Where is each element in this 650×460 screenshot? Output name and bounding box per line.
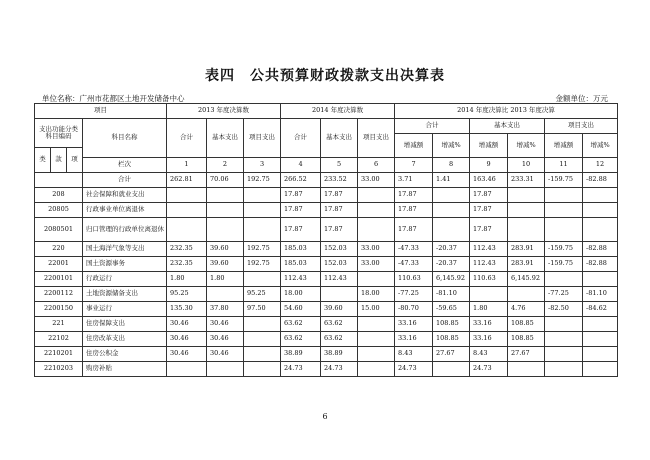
value-cell: 1.41 <box>433 173 470 188</box>
value-cell: 8.43 <box>395 347 433 362</box>
header-subject-name: 科目名称 <box>83 119 167 158</box>
table-row <box>35 362 618 377</box>
header-inc-pct: 增减% <box>583 134 618 158</box>
value-cell: 33.16 <box>395 317 433 332</box>
value-cell <box>207 188 244 203</box>
value-cell <box>244 362 281 377</box>
value-cell: 30.46 <box>207 332 244 347</box>
value-cell: -81.10 <box>583 287 618 302</box>
value-cell: -47.33 <box>395 257 433 272</box>
header-cmp-total: 合计 <box>395 119 470 134</box>
value-cell: 6,145.92 <box>508 272 545 287</box>
value-cell: 33.16 <box>395 332 433 347</box>
value-cell: 33.16 <box>470 317 508 332</box>
column-number: 12 <box>583 158 618 173</box>
value-cell: 17.87 <box>395 188 433 203</box>
table-row <box>35 203 618 218</box>
value-cell: 24.73 <box>281 362 321 377</box>
subject-code: 22102 <box>35 332 83 347</box>
subject-code: 2080501 <box>35 218 83 242</box>
value-cell <box>583 272 618 287</box>
value-cell <box>508 188 545 203</box>
value-cell: 110.63 <box>470 272 508 287</box>
value-cell <box>433 188 470 203</box>
value-cell: 1.80 <box>470 302 508 317</box>
value-cell: 112.43 <box>321 272 358 287</box>
column-number: 9 <box>470 158 508 173</box>
value-cell: 1.80 <box>167 272 207 287</box>
value-cell <box>167 362 207 377</box>
subject-name: 行政事业单位离退休 <box>83 203 167 218</box>
header-2013-basic: 基本支出 <box>207 119 244 158</box>
value-cell: 38.89 <box>321 347 358 362</box>
value-cell: -82.50 <box>545 302 583 317</box>
value-cell: 233.52 <box>321 173 358 188</box>
column-number: 11 <box>545 158 583 173</box>
table-row <box>35 242 618 257</box>
value-cell <box>244 203 281 218</box>
value-cell: 18.00 <box>281 287 321 302</box>
value-cell: 152.03 <box>321 257 358 272</box>
column-number: 8 <box>433 158 470 173</box>
table-row <box>35 302 618 317</box>
value-cell: 112.43 <box>281 272 321 287</box>
value-cell: 6,145.92 <box>433 272 470 287</box>
table-row <box>35 332 618 347</box>
value-cell: -59.65 <box>433 302 470 317</box>
value-cell <box>167 203 207 218</box>
value-cell: 54.60 <box>281 302 321 317</box>
value-cell <box>358 272 395 287</box>
column-number: 3 <box>244 158 281 173</box>
value-cell: 163.46 <box>470 173 508 188</box>
value-cell: 192.75 <box>244 257 281 272</box>
header-2014-project: 项目支出 <box>358 119 395 158</box>
value-cell: 63.62 <box>281 317 321 332</box>
value-cell <box>358 218 395 242</box>
column-number: 5 <box>321 158 358 173</box>
value-cell: 17.87 <box>321 218 358 242</box>
value-cell <box>508 287 545 302</box>
subject-code: 221 <box>35 317 83 332</box>
value-cell: 192.75 <box>244 173 281 188</box>
value-cell <box>207 203 244 218</box>
value-cell: 17.87 <box>281 188 321 203</box>
table-row <box>35 188 618 203</box>
value-cell: 30.46 <box>167 332 207 347</box>
value-cell: 4.76 <box>508 302 545 317</box>
subject-code: 22001 <box>35 257 83 272</box>
value-cell <box>545 272 583 287</box>
header-xiang: 项 <box>67 148 83 173</box>
subject-name: 行政运行 <box>83 272 167 287</box>
value-cell <box>167 188 207 203</box>
value-cell <box>167 218 207 242</box>
subject-code: 220 <box>35 242 83 257</box>
header-project: 项目 <box>35 104 167 119</box>
value-cell <box>583 332 618 347</box>
header-2014-total: 合计 <box>281 119 321 158</box>
page-number: 6 <box>322 412 328 421</box>
value-cell <box>583 362 618 377</box>
value-cell: 232.35 <box>167 242 207 257</box>
value-cell: 33.00 <box>358 173 395 188</box>
value-cell: 112.43 <box>470 257 508 272</box>
value-cell <box>583 218 618 242</box>
value-cell: 17.87 <box>470 188 508 203</box>
subject-code: 208 <box>35 188 83 203</box>
value-cell: 17.87 <box>395 203 433 218</box>
value-cell: 37.80 <box>207 302 244 317</box>
header-lei: 类 <box>35 148 51 173</box>
value-cell <box>358 332 395 347</box>
value-cell: 152.03 <box>321 242 358 257</box>
header-2013-total: 合计 <box>167 119 207 158</box>
header-2014-basic: 基本支出 <box>321 119 358 158</box>
value-cell: -20.37 <box>433 242 470 257</box>
value-cell: -81.10 <box>433 287 470 302</box>
value-cell: 33.00 <box>358 257 395 272</box>
value-cell <box>358 317 395 332</box>
table-row <box>35 347 618 362</box>
value-cell: 95.25 <box>167 287 207 302</box>
value-cell <box>207 218 244 242</box>
value-cell: 95.25 <box>244 287 281 302</box>
subject-code: 2200101 <box>35 272 83 287</box>
value-cell: 192.75 <box>244 242 281 257</box>
value-cell: -47.33 <box>395 242 433 257</box>
value-cell: 262.81 <box>167 173 207 188</box>
value-cell: -80.70 <box>395 302 433 317</box>
subject-code: 20805 <box>35 203 83 218</box>
value-cell <box>244 347 281 362</box>
subject-code: 2200112 <box>35 287 83 302</box>
value-cell: 135.30 <box>167 302 207 317</box>
value-cell: 33.00 <box>358 242 395 257</box>
value-cell: 112.43 <box>470 242 508 257</box>
subject-name: 归口管理的行政单位离退休 <box>83 218 167 242</box>
value-cell <box>583 317 618 332</box>
value-cell: 63.62 <box>321 317 358 332</box>
value-cell: 17.87 <box>470 218 508 242</box>
value-cell: -159.75 <box>545 242 583 257</box>
subject-code: 2210201 <box>35 347 83 362</box>
header-cmp-project: 项目支出 <box>545 119 618 134</box>
header-inc-pct: 增减% <box>508 134 545 158</box>
header-cmp-basic: 基本支出 <box>470 119 545 134</box>
value-cell: 108.85 <box>433 317 470 332</box>
value-cell <box>244 317 281 332</box>
table-row <box>35 257 618 272</box>
column-number: 10 <box>508 158 545 173</box>
header-compare: 2014 年度决算比 2013 年度决算 <box>395 104 618 119</box>
value-cell: 15.00 <box>358 302 395 317</box>
value-cell: 108.85 <box>508 332 545 347</box>
value-cell: -77.25 <box>545 287 583 302</box>
value-cell: 24.73 <box>321 362 358 377</box>
subject-name: 购房补贴 <box>83 362 167 377</box>
value-cell: -82.88 <box>583 257 618 272</box>
value-cell <box>508 218 545 242</box>
value-cell <box>207 287 244 302</box>
value-cell: 38.89 <box>281 347 321 362</box>
header-func-code: 支出功能分类科目编码 <box>35 119 83 148</box>
value-cell: -84.62 <box>583 302 618 317</box>
value-cell <box>433 218 470 242</box>
subject-name: 土地资源储备支出 <box>83 287 167 302</box>
column-number: 4 <box>281 158 321 173</box>
value-cell: 39.60 <box>207 242 244 257</box>
value-cell: -159.75 <box>545 173 583 188</box>
value-cell: 17.87 <box>395 218 433 242</box>
value-cell: 266.52 <box>281 173 321 188</box>
header-2013: 2013 年度决算数 <box>167 104 281 119</box>
header-2013-project: 项目支出 <box>244 119 281 158</box>
value-cell <box>358 203 395 218</box>
value-cell <box>321 287 358 302</box>
budget-table <box>34 103 618 377</box>
value-cell <box>244 272 281 287</box>
subject-name: 事业运行 <box>83 302 167 317</box>
table-title: 表四 公共预算财政拨款支出决算表 <box>205 68 445 84</box>
value-cell: 108.85 <box>433 332 470 347</box>
value-cell: 30.46 <box>207 347 244 362</box>
value-cell <box>545 347 583 362</box>
header-2014: 2014 年度决算数 <box>281 104 395 119</box>
value-cell: 17.87 <box>470 203 508 218</box>
table-row <box>35 173 618 188</box>
value-cell: 30.46 <box>167 347 207 362</box>
value-cell: 39.60 <box>321 302 358 317</box>
header-inc-amt: 增减额 <box>395 134 433 158</box>
value-cell: 108.85 <box>508 317 545 332</box>
subject-name: 国土海洋气象等支出 <box>83 242 167 257</box>
value-cell <box>470 287 508 302</box>
value-cell: 30.46 <box>167 317 207 332</box>
value-cell <box>583 188 618 203</box>
value-cell: -82.88 <box>583 242 618 257</box>
value-cell: 283.91 <box>508 242 545 257</box>
value-cell: 33.16 <box>470 332 508 347</box>
value-cell <box>583 347 618 362</box>
value-cell <box>545 332 583 347</box>
table-row <box>35 317 618 332</box>
header-inc-amt: 增减额 <box>545 134 583 158</box>
value-cell: 24.73 <box>470 362 508 377</box>
subject-name: 合计 <box>83 173 167 188</box>
value-cell <box>545 362 583 377</box>
value-cell: 30.46 <box>207 317 244 332</box>
unit-name: 单位名称：广州市花都区土地开发储备中心 <box>42 94 185 103</box>
value-cell: 283.91 <box>508 257 545 272</box>
value-cell: -82.88 <box>583 173 618 188</box>
value-cell <box>508 203 545 218</box>
value-cell <box>545 317 583 332</box>
value-cell: 70.06 <box>207 173 244 188</box>
value-cell: 233.31 <box>508 173 545 188</box>
table-row <box>35 218 618 242</box>
header-inc-pct: 增减% <box>433 134 470 158</box>
value-cell <box>545 203 583 218</box>
table-row <box>35 272 618 287</box>
value-cell: 97.50 <box>244 302 281 317</box>
value-cell <box>207 362 244 377</box>
amount-unit: 金额单位：万元 <box>555 94 608 103</box>
value-cell: -77.25 <box>395 287 433 302</box>
value-cell: 17.87 <box>321 203 358 218</box>
column-number: 2 <box>207 158 244 173</box>
value-cell <box>244 332 281 347</box>
value-cell: 17.87 <box>281 203 321 218</box>
value-cell: 27.67 <box>508 347 545 362</box>
value-cell: 27.67 <box>433 347 470 362</box>
value-cell: 1.80 <box>207 272 244 287</box>
value-cell <box>545 218 583 242</box>
value-cell <box>583 203 618 218</box>
value-cell: 17.87 <box>321 188 358 203</box>
value-cell: 3.71 <box>395 173 433 188</box>
value-cell: -20.37 <box>433 257 470 272</box>
column-number: 1 <box>167 158 207 173</box>
value-cell <box>358 347 395 362</box>
value-cell <box>508 362 545 377</box>
value-cell <box>358 362 395 377</box>
value-cell <box>244 188 281 203</box>
value-cell: 232.35 <box>167 257 207 272</box>
value-cell <box>545 188 583 203</box>
header-lanci: 栏次 <box>83 158 167 173</box>
value-cell: 18.00 <box>358 287 395 302</box>
value-cell: 39.60 <box>207 257 244 272</box>
subject-name: 国土资源事务 <box>83 257 167 272</box>
subject-name: 住房公积金 <box>83 347 167 362</box>
value-cell: 17.87 <box>281 218 321 242</box>
header-inc-amt: 增减额 <box>470 134 508 158</box>
value-cell <box>244 218 281 242</box>
subject-name: 住房保障支出 <box>83 317 167 332</box>
subject-code: 2200150 <box>35 302 83 317</box>
value-cell: 185.03 <box>281 257 321 272</box>
subject-code: 2210203 <box>35 362 83 377</box>
value-cell: 185.03 <box>281 242 321 257</box>
value-cell: -159.75 <box>545 257 583 272</box>
value-cell: 24.73 <box>395 362 433 377</box>
value-cell <box>433 203 470 218</box>
value-cell: 63.62 <box>281 332 321 347</box>
value-cell: 110.63 <box>395 272 433 287</box>
table-row <box>35 287 618 302</box>
value-cell <box>433 362 470 377</box>
subject-name: 社会保障和就业支出 <box>83 188 167 203</box>
column-number: 6 <box>358 158 395 173</box>
value-cell <box>358 188 395 203</box>
subject-code <box>35 173 83 188</box>
subject-name: 住房改革支出 <box>83 332 167 347</box>
column-number: 7 <box>395 158 433 173</box>
value-cell: 8.43 <box>470 347 508 362</box>
value-cell: 63.62 <box>321 332 358 347</box>
header-kuan: 款 <box>51 148 67 173</box>
